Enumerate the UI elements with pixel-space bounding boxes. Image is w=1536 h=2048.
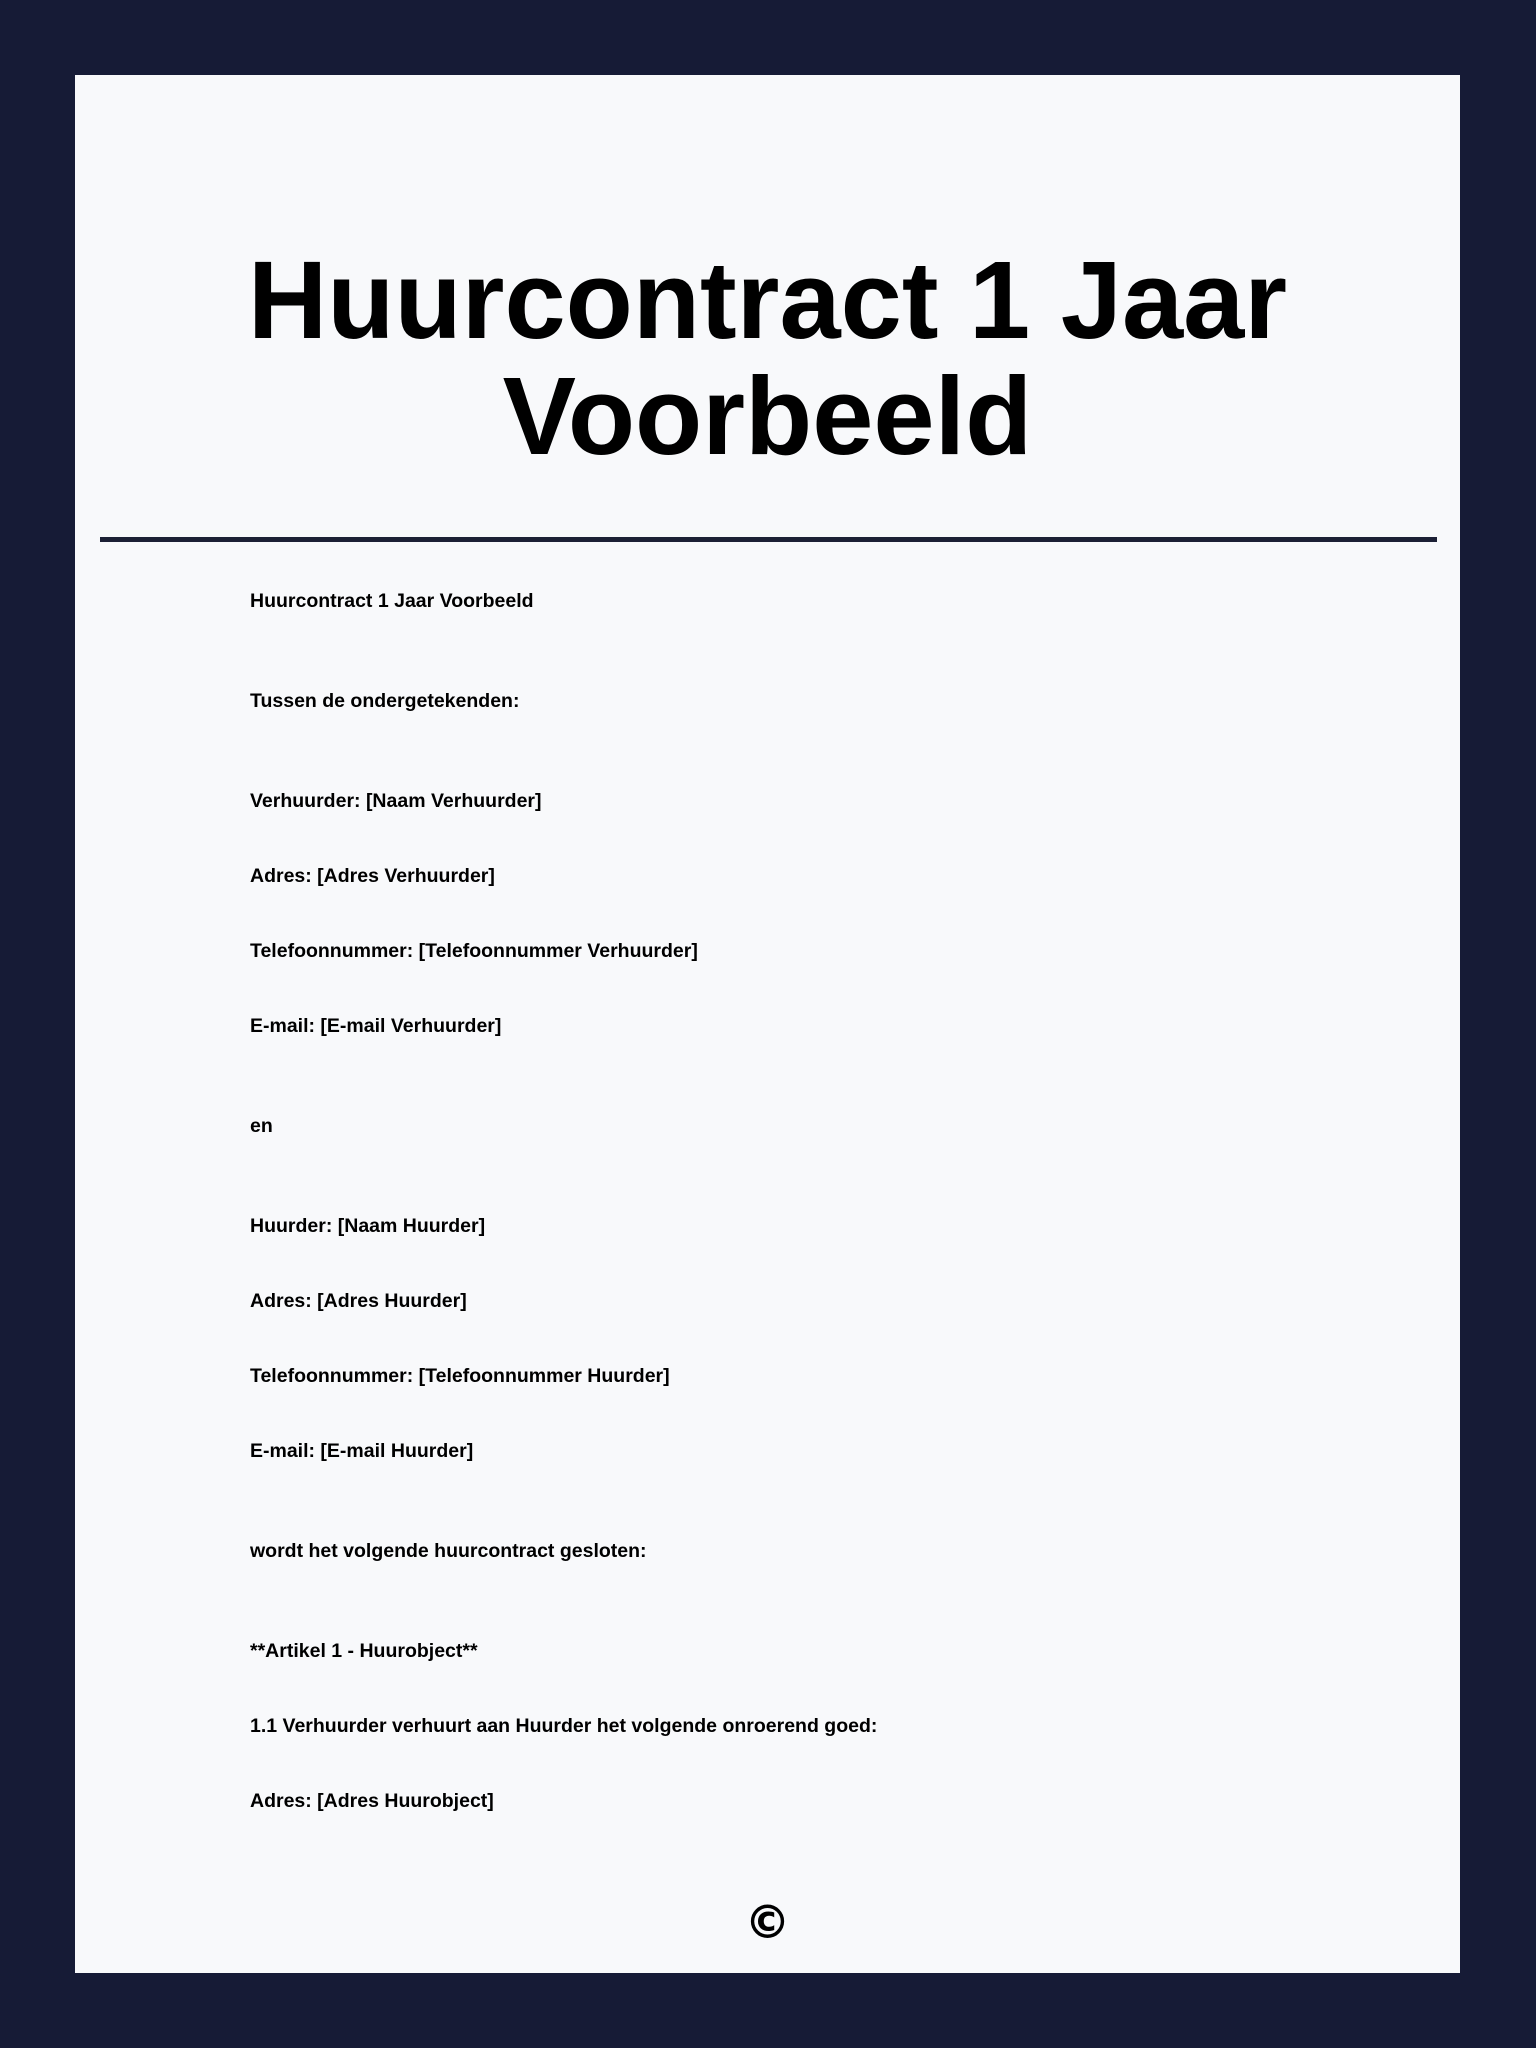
copyright-icon: © — [744, 1895, 791, 1949]
body-line-article-1-heading: **Artikel 1 - Huurobject** — [250, 1640, 478, 1662]
body-line-tenant-phone: Telefoonnummer: [Telefoonnummer Huurder] — [250, 1365, 670, 1387]
body-line-rental-address: Adres: [Adres Huurobject] — [250, 1790, 494, 1812]
body-line-tenant-name: Huurder: [Naam Huurder] — [250, 1215, 486, 1237]
document-title: Huurcontract 1 Jaar Voorbeeld — [247, 239, 1288, 478]
body-line-tenant-email: E-mail: [E-mail Huurder] — [250, 1440, 474, 1462]
body-line-landlord-email: E-mail: [E-mail Verhuurder] — [250, 1015, 502, 1037]
body-line-tenant-address: Adres: [Adres Huurder] — [250, 1290, 467, 1312]
body-line-parties-intro: Tussen de ondergetekenden: — [250, 690, 520, 712]
body-line-article-1-1: 1.1 Verhuurder verhuurt aan Huurder het volgende onroerend goed: — [250, 1715, 878, 1737]
body-line-landlord-phone: Telefoonnummer: [Telefoonnummer Verhuurder] — [250, 940, 698, 962]
body-line-landlord-address: Adres: [Adres Verhuurder] — [250, 865, 495, 887]
body-line-contract-closing: wordt het volgende huurcontract gesloten: — [250, 1540, 647, 1562]
document-page — [75, 75, 1460, 1973]
body-line-landlord-name: Verhuurder: [Naam Verhuurder] — [250, 790, 542, 812]
title-divider — [100, 537, 1437, 542]
body-line-and: en — [250, 1115, 273, 1137]
body-line-heading: Huurcontract 1 Jaar Voorbeeld — [250, 590, 534, 612]
